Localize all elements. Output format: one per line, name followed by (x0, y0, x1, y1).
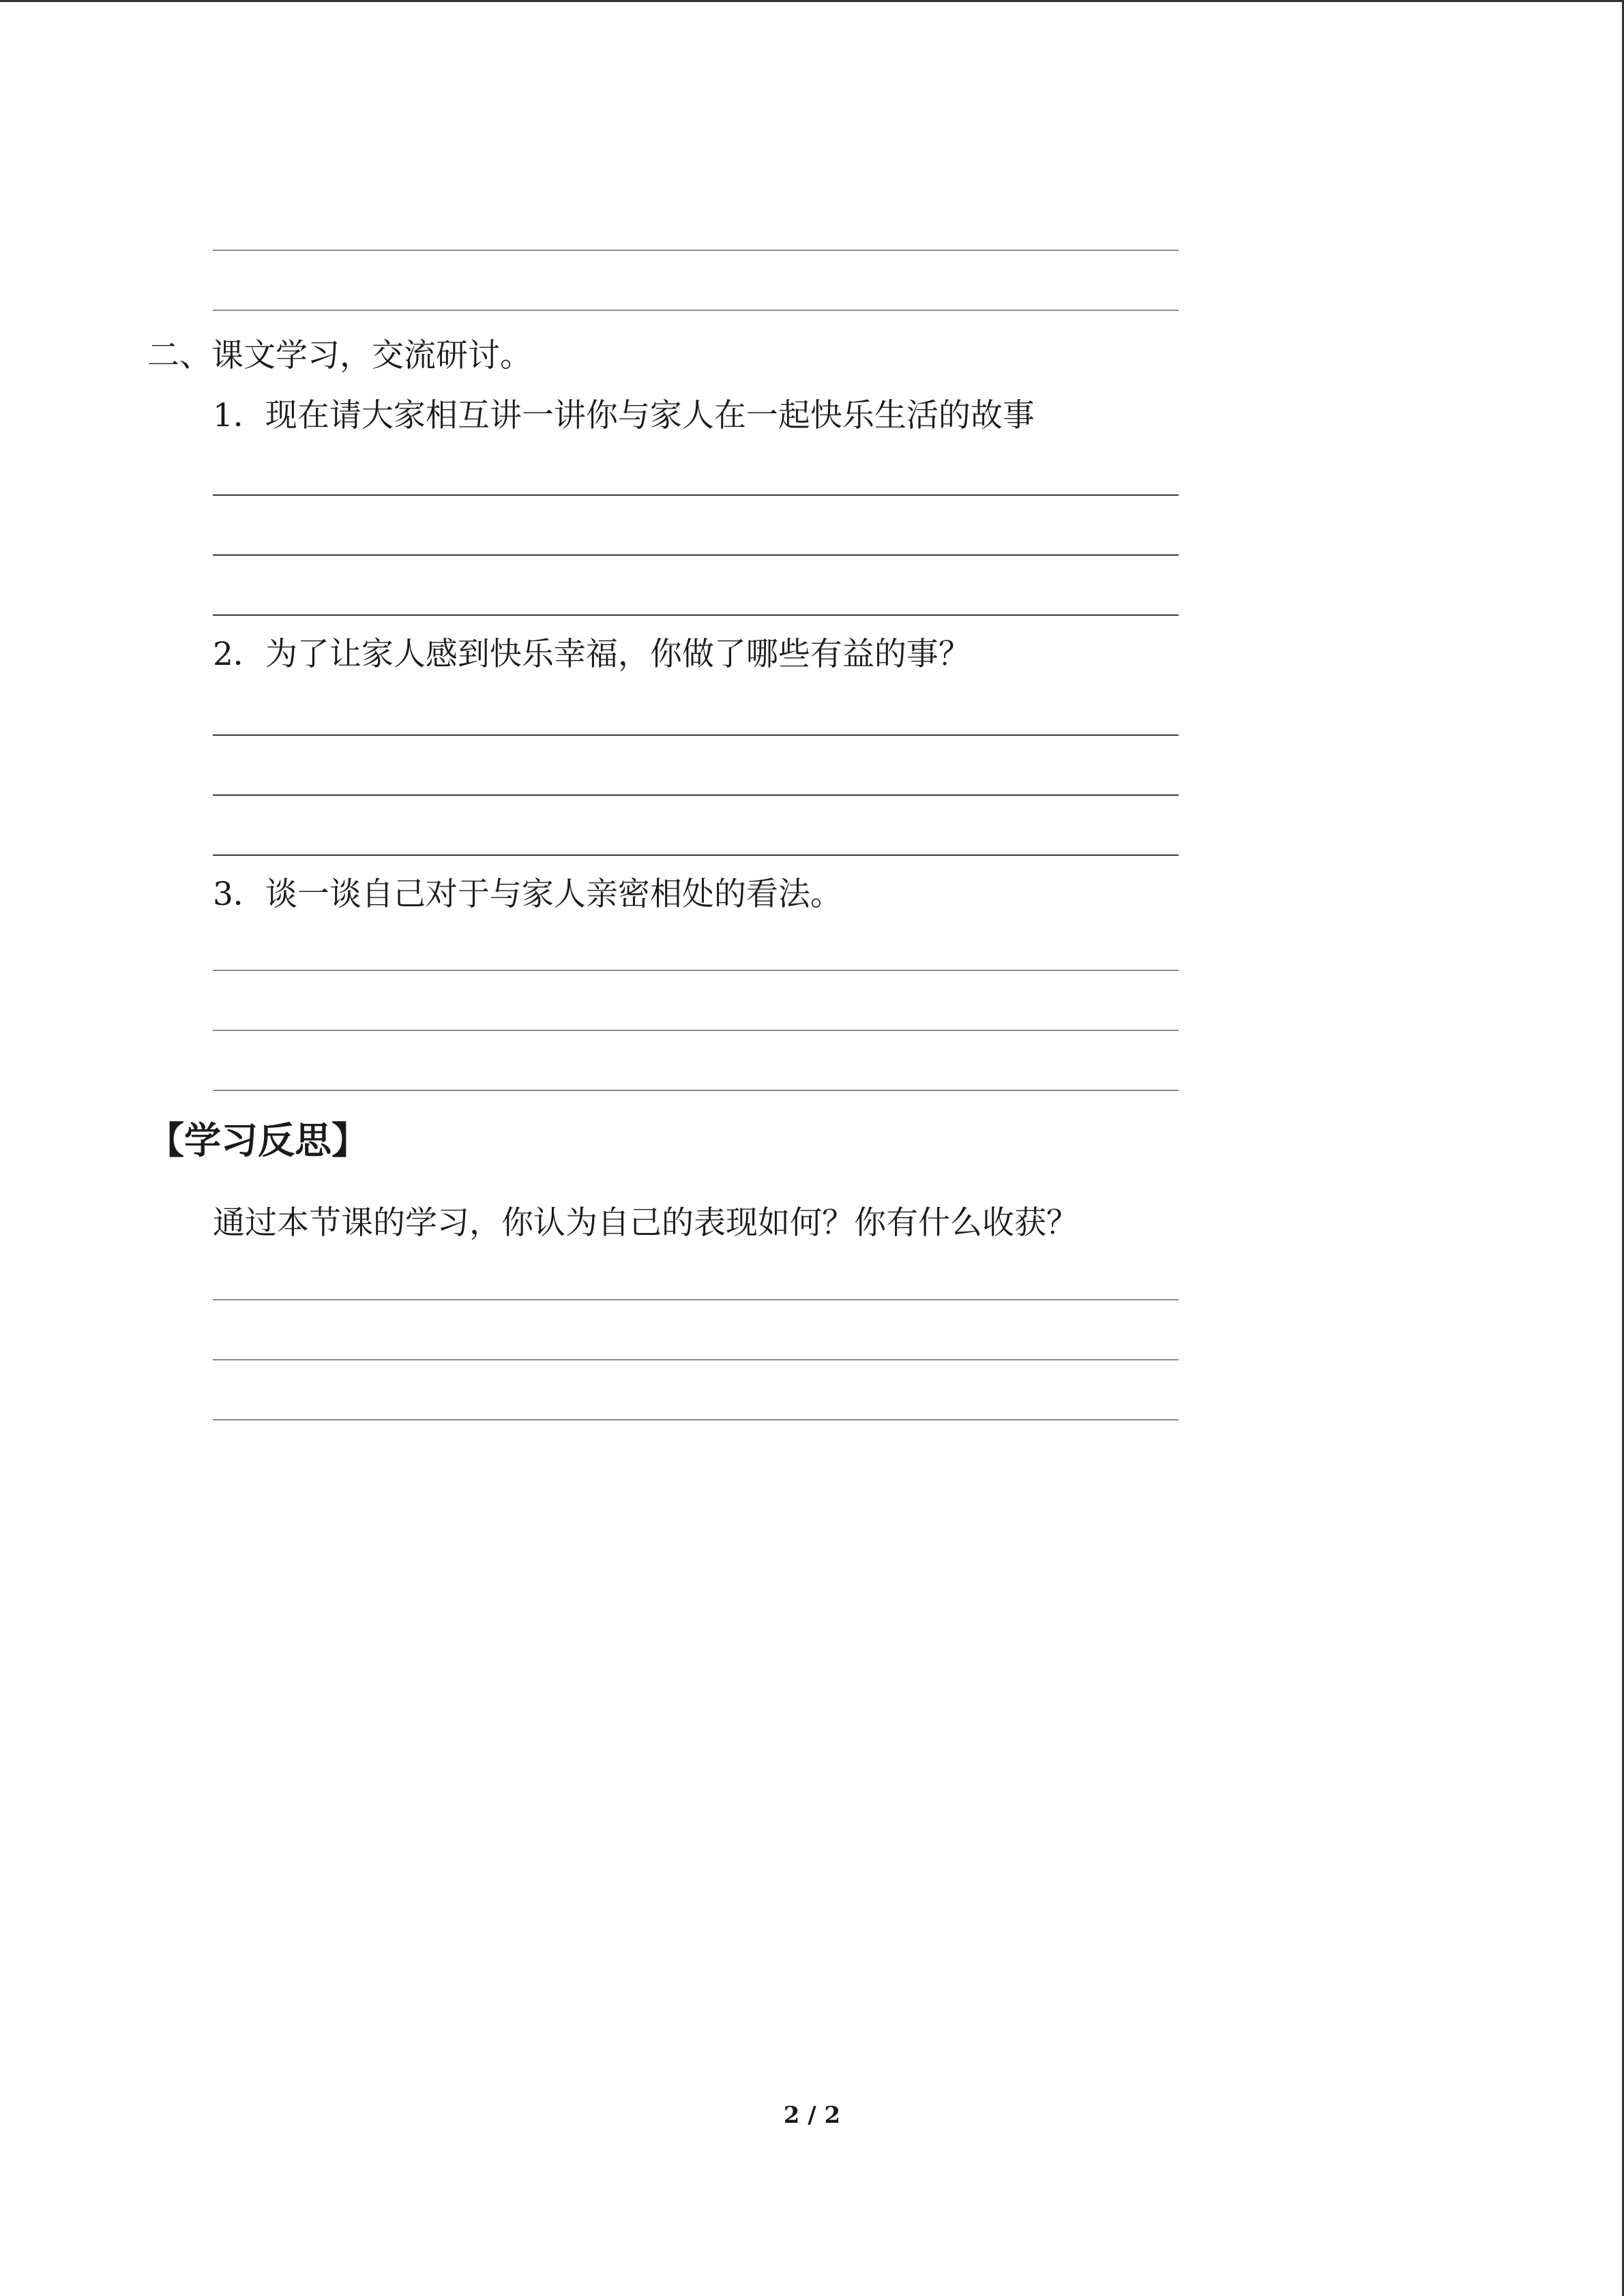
answer-line (213, 1359, 1179, 1360)
answer-line (213, 1299, 1179, 1300)
answer-line (213, 554, 1179, 556)
question-1: 1．现在请大家相互讲一讲你与家人在一起快乐生活的故事 (213, 397, 1035, 434)
page-border-top (0, 0, 1624, 2)
question-2: 2．为了让家人感到快乐幸福，你做了哪些有益的事？ (213, 636, 971, 673)
answer-line (213, 970, 1179, 971)
answer-line (213, 614, 1179, 616)
answer-line (213, 494, 1179, 496)
page-number: 2 / 2 (783, 2102, 841, 2129)
answer-line (213, 1419, 1179, 1420)
answer-line (213, 310, 1179, 311)
reflection-heading: 【学习反思】 (147, 1119, 368, 1162)
answer-line (213, 794, 1179, 796)
answer-line (213, 250, 1179, 251)
answer-line (213, 734, 1179, 736)
answer-line (213, 854, 1179, 856)
answer-line (213, 1030, 1179, 1031)
reflection-prompt: 通过本节课的学习，你认为自己的表现如何？你有什么收获？ (213, 1204, 1078, 1242)
section-heading: 二、课文学习，交流研讨。 (147, 337, 532, 374)
question-3: 3．谈一谈自己对于与家人亲密相处的看法。 (213, 876, 842, 913)
answer-line (213, 1090, 1179, 1091)
